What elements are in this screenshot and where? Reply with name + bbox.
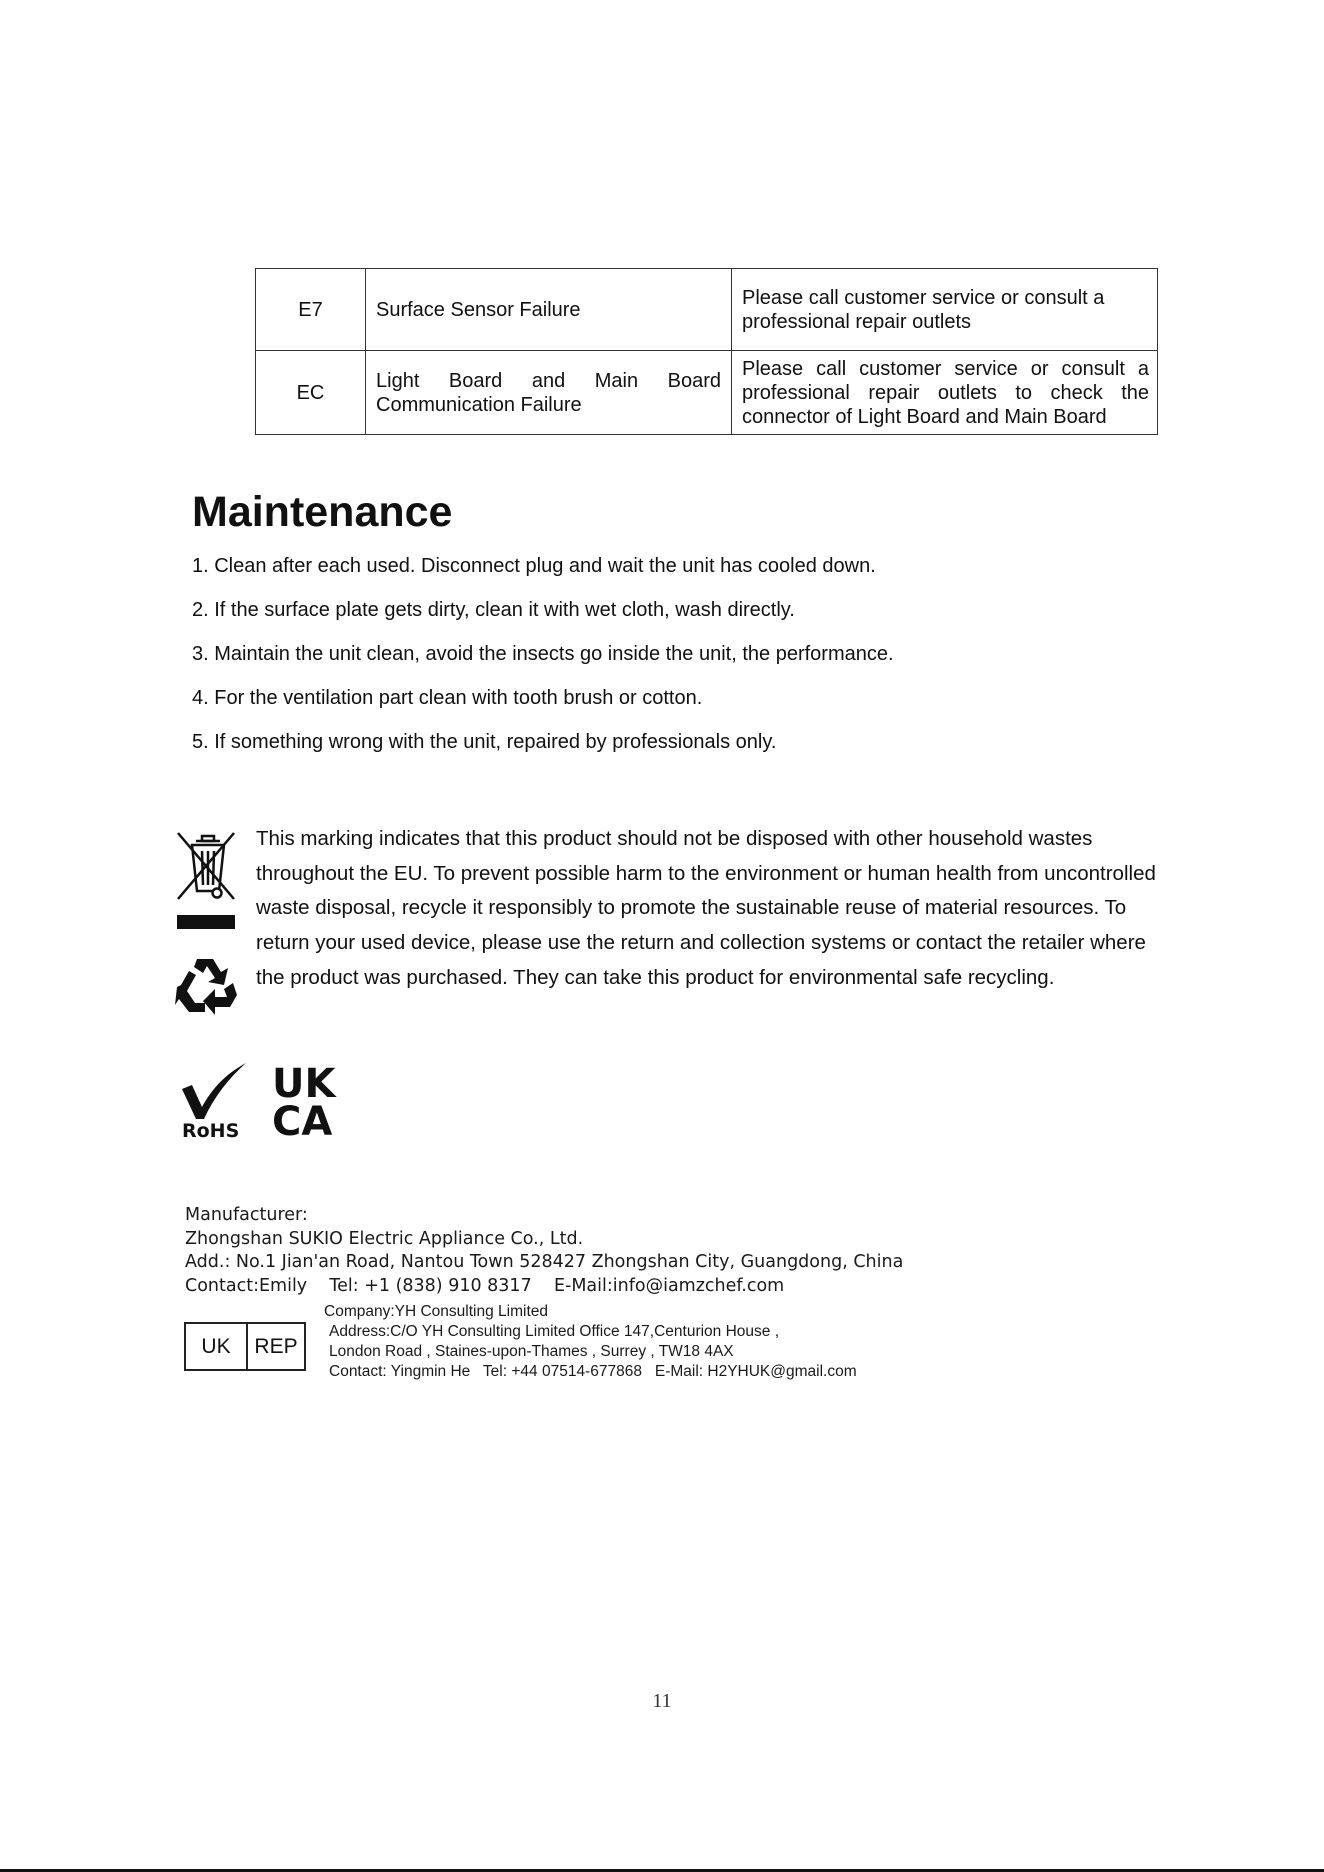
error-code: E7	[256, 269, 366, 351]
uk-rep-address2: London Road , Staines-upon-Thames , Surrey , TW18 4AX	[329, 1343, 734, 1360]
list-item: 2. If the surface plate gets dirty, clean it with wet cloth, wash directly.	[192, 599, 795, 621]
table-row	[256, 269, 1158, 351]
error-code-table	[255, 268, 1158, 435]
error-description: Surface Sensor Failure	[366, 269, 732, 351]
uk-rep-right: REP	[254, 1334, 298, 1358]
uk-rep-info	[324, 1302, 857, 1382]
rohs-logo	[180, 1063, 252, 1139]
maintenance-list	[192, 552, 1172, 772]
manufacturer-label: Manufacturer:	[185, 1205, 308, 1225]
ukca-mark	[272, 1065, 344, 1137]
error-code: EC	[256, 351, 366, 435]
uk-rep-contact: Contact: Yingmin He Tel: +44 07514-677868 E-Mail: H2YHUK@gmail.com	[329, 1363, 857, 1380]
manufacturer-company: Zhongshan SUKIO Electric Appliance Co., Ltd.	[185, 1228, 584, 1249]
weee-bin-icon	[174, 829, 240, 931]
list-item: 4. For the ventilation part clean with tooth brush or cotton.	[192, 687, 703, 709]
uk-rep-address1: Address:C/O YH Consulting Limited Office 147,Centurion House ,	[329, 1323, 780, 1340]
list-item: 5. If something wrong with the unit, repaired by professionals only.	[192, 731, 777, 753]
uk-rep-company: Company:YH Consulting Limited	[324, 1303, 548, 1320]
ukca-bottom: CA	[272, 1099, 333, 1137]
section-title: Maintenance	[192, 488, 453, 536]
uk-rep-left: UK	[186, 1324, 248, 1369]
error-solution: Please call customer service or consult a professional repair outlets to check the connector of Light Board and Main Board	[732, 351, 1158, 435]
error-solution: Please call customer service or consult a professional repair outlets	[732, 269, 1158, 351]
rohs-label: RoHS	[182, 1120, 240, 1139]
uk-rep-box	[184, 1322, 306, 1371]
manufacturer-contact: Contact:Emily Tel: +1 (838) 910 8317 E-Mail:info@iamzchef.com	[185, 1275, 785, 1296]
list-item: 1. Clean after each used. Disconnect plug and wait the unit has cooled down.	[192, 555, 876, 577]
recycle-icon	[175, 955, 239, 1017]
page-number: 11	[652, 1690, 672, 1712]
weee-notice: This marking indicates that this product should not be disposed with other household wastes throughout the EU. To prevent possible harm to the environment or human health from uncontrolled waste disposal, recycle it responsibly to promote the sustainable reuse of material resources. To return your used device, please use the return and collection systems or contact the retailer where the product was purchased. They can take this product for environmental safe recycling.	[256, 827, 1156, 989]
manufacturer-address: Add.: No.1 Jian'an Road, Nantou Town 528427 Zhongshan City, Guangdong, China	[185, 1252, 904, 1272]
table-row	[256, 351, 1158, 435]
manufacturer-info	[185, 1204, 1085, 1298]
error-description: Light Board and Main Board Communication Failure	[366, 351, 732, 435]
ukca-top: UK	[272, 1065, 336, 1107]
list-item: 3. Maintain the unit clean, avoid the insects go inside the unit, the performance.	[192, 643, 894, 665]
